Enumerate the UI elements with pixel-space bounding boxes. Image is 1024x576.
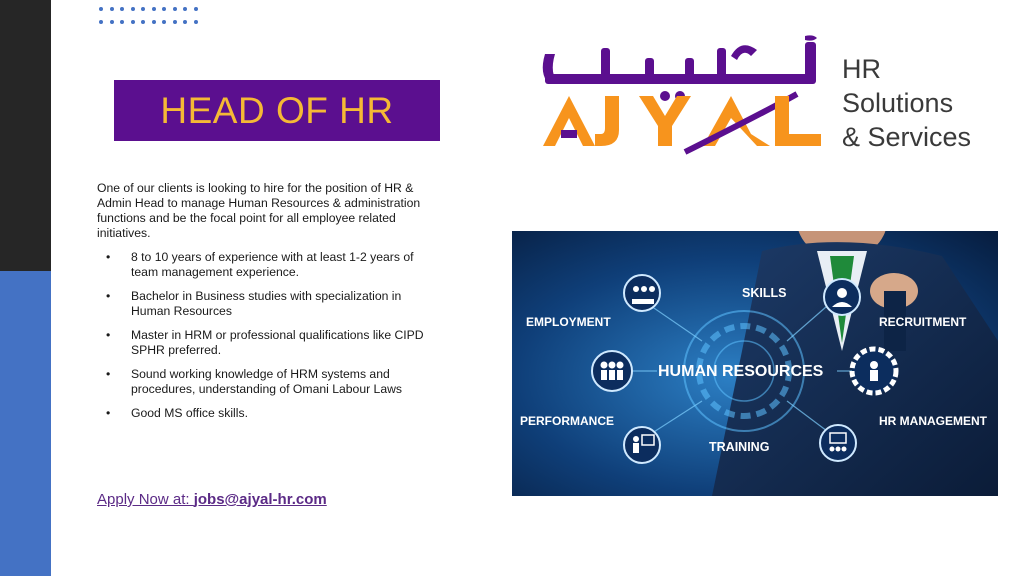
- settings-person-icon: [852, 349, 896, 393]
- logo-arabic-wordmark: [543, 35, 817, 101]
- logo-tagline-line-1: HR: [842, 54, 881, 84]
- decor-dot: [99, 7, 103, 11]
- decor-dot: [162, 7, 166, 11]
- label-training: TRAINING: [709, 440, 770, 454]
- decor-dot: [131, 20, 135, 24]
- side-bar-dark: [0, 0, 51, 271]
- decor-dot: [110, 7, 114, 11]
- page-title: HEAD OF HR: [160, 89, 394, 131]
- decor-dot: [120, 20, 124, 24]
- decor-dot: [99, 20, 103, 24]
- logo-tagline-line-3: & Services: [842, 122, 972, 152]
- hr-concept-photo: [512, 231, 998, 496]
- decor-dot: [183, 20, 187, 24]
- label-recruitment: RECRUITMENT: [879, 315, 967, 329]
- apply-line: [97, 491, 327, 508]
- requirement-text: Bachelor in Business studies with specialization in Human Resources: [131, 289, 402, 318]
- decor-dot: [110, 20, 114, 24]
- decor-dot: [152, 20, 156, 24]
- team-icon: [592, 351, 632, 391]
- apply-email-link[interactable]: jobs@ajyal-hr.com: [193, 491, 327, 508]
- bullet-glyph: •: [106, 250, 111, 264]
- label-employment: EMPLOYMENT: [526, 315, 611, 329]
- decor-dot: [120, 7, 124, 11]
- dot-pattern: [99, 7, 209, 31]
- requirement-text: Master in HRM or professional qualifications like CIPD SPHR preferred.: [131, 328, 424, 357]
- logo-tagline-line-2: Solutions: [842, 88, 954, 118]
- job-intro: One of our clients is looking to hire for the position of HR & Admin Head to manage Human Resources & administration functions and be the focal point for all employee related initiatives.: [97, 181, 421, 240]
- list-item: [97, 367, 427, 397]
- decor-dot: [141, 7, 145, 11]
- decor-dot: [131, 7, 135, 11]
- label-performance: PERFORMANCE: [520, 414, 615, 428]
- list-item: [97, 250, 427, 280]
- label-human-resources: HUMAN RESOURCES: [658, 363, 824, 380]
- decor-dot: [152, 7, 156, 11]
- logo-tagline: [842, 52, 971, 154]
- decor-dot: [194, 20, 198, 24]
- label-hr-management: HR MANAGEMENT: [879, 414, 987, 428]
- apply-label: Apply Now at:: [97, 491, 194, 508]
- decor-dot: [194, 7, 198, 11]
- list-item: [97, 289, 427, 319]
- bullet-glyph: •: [106, 367, 111, 381]
- recruitment-icon: [824, 279, 860, 315]
- bullet-glyph: •: [106, 289, 111, 303]
- decor-dot: [162, 20, 166, 24]
- logo-latin-wordmark: [543, 94, 821, 152]
- job-description: [97, 181, 427, 430]
- side-bar-blue: [0, 271, 51, 576]
- title-banner: [114, 80, 440, 141]
- bullet-glyph: •: [106, 328, 111, 342]
- requirement-text: 8 to 10 years of experience with at least 1-2 years of team management experience.: [131, 250, 414, 279]
- list-item: [97, 406, 427, 421]
- requirement-text: Good MS office skills.: [131, 406, 248, 420]
- label-skills: SKILLS: [742, 286, 787, 300]
- bullet-glyph: •: [106, 406, 111, 420]
- meeting-icon: [820, 425, 856, 461]
- list-item: [97, 328, 427, 358]
- decor-dot: [141, 20, 145, 24]
- presentation-icon: [624, 427, 660, 463]
- decor-dot: [173, 7, 177, 11]
- decor-dot: [173, 20, 177, 24]
- decor-dot: [183, 7, 187, 11]
- employment-icon: [624, 275, 660, 311]
- requirement-text: Sound working knowledge of HRM systems and procedures, understanding of Omani Labour Laws: [131, 367, 402, 396]
- requirements-list: [97, 250, 427, 421]
